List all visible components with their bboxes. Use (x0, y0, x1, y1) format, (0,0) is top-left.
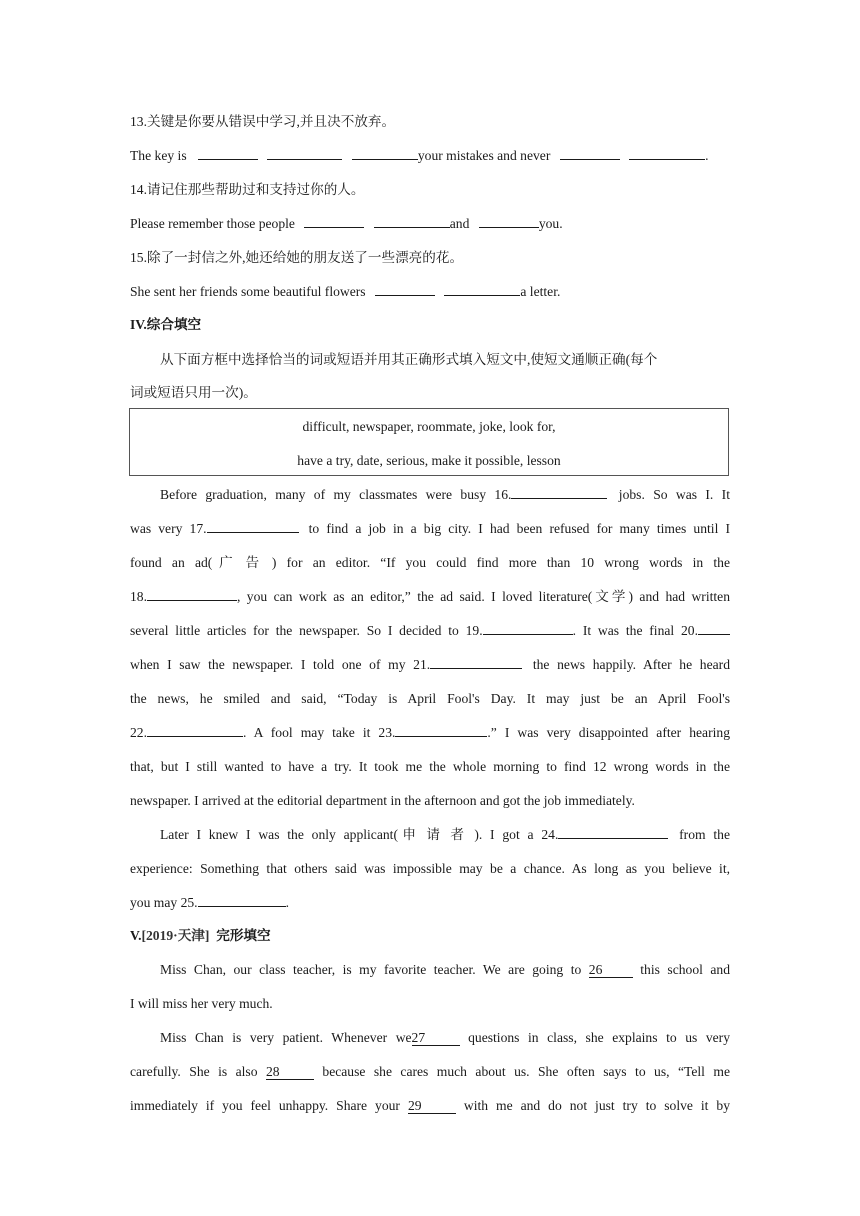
passage-text: jobs. So was I. It (618, 487, 730, 502)
q13-english (130, 147, 730, 165)
q15-text-a: She sent her friends some beautiful flowers (130, 284, 366, 299)
q14-chinese: 14.请记住那些帮助过和支持过你的人。 (130, 182, 365, 197)
passage-text: found an ad( (130, 555, 213, 570)
passage-text: ) for an editor. “If you could find more than 10 wrong words in the (271, 555, 730, 570)
passage-text: .” I was very disappointed after hearing (487, 725, 730, 740)
passage-text: with me and do not just try to solve it by (463, 1098, 731, 1113)
passage-line (130, 656, 730, 674)
passage-text: 广告 (212, 555, 272, 570)
q13-chinese: 13.关键是你要从错误中学习,并且决不放弃。 (130, 114, 396, 129)
blank[interactable] (304, 215, 364, 228)
q13-text-b: your mistakes and never (417, 148, 551, 163)
passage-text: you may 25. (130, 895, 198, 910)
q15-text-b: a letter. (520, 284, 561, 299)
blank-28[interactable]: 28 (266, 1065, 314, 1080)
blank-20[interactable] (698, 622, 730, 635)
passage-line (130, 520, 730, 538)
passage-text: . (285, 895, 289, 910)
blank-16[interactable] (511, 486, 607, 499)
passage-line (160, 1029, 730, 1047)
passage-text: 22. (130, 725, 147, 740)
section4-instruction-2: 词或短语只用一次)。 (130, 385, 257, 400)
passage-text: carefully. She is also (130, 1064, 258, 1079)
passage-line (160, 961, 730, 979)
passage-text: . It was the final 20. (572, 623, 698, 638)
passage-line: that, but I still wanted to have a try. It took me the whole morning to find 12 wrong words in the (130, 759, 730, 774)
q14-text-c: you. (538, 216, 563, 231)
passage-line: experience: Something that others said was impossible may be a chance. As long as you believe it, (130, 861, 730, 876)
blank[interactable] (198, 147, 258, 160)
passage-text: ). I got a 24. (474, 827, 559, 842)
passage-line (130, 588, 730, 606)
passage-line (130, 894, 730, 912)
passage-text: this school and (640, 962, 731, 977)
blank[interactable] (352, 147, 418, 160)
blank[interactable] (374, 215, 450, 228)
blank[interactable] (479, 215, 539, 228)
blank[interactable] (375, 283, 435, 296)
blank-27[interactable]: 27 (412, 1031, 460, 1046)
passage-line: newspaper. I arrived at the editorial department in the afternoon and got the job immediately. (130, 793, 635, 808)
q13-text-a: The key is (130, 148, 187, 163)
section5-source: [2019·天津] (141, 928, 210, 943)
passage-text: Before graduation, many of my classmates were busy 16. (160, 487, 512, 502)
passage-text: to find a job in a big city. I had been refused for many times until I (308, 521, 730, 536)
section4-heading: IV.综合填空 (130, 317, 202, 332)
word-box (129, 408, 729, 476)
q15-english (130, 283, 730, 301)
passage-line (130, 622, 730, 640)
section5-title: 完形填空 (216, 928, 271, 943)
passage-text: Later I knew I was the only applicant( (160, 827, 398, 842)
passage-text: because she cares much about us. She often says to us, “Tell me (322, 1064, 731, 1079)
passage-line (160, 826, 730, 844)
passage-line: I will miss her very much. (130, 996, 273, 1011)
passage-line (130, 724, 730, 742)
q14-english (130, 215, 730, 233)
blank[interactable] (444, 283, 520, 296)
blank-19[interactable] (483, 622, 573, 635)
passage-line (130, 554, 730, 572)
passage-line (130, 1063, 730, 1081)
passage-text: 申请者 (397, 827, 475, 842)
blank[interactable] (267, 147, 342, 160)
passage-text: questions in class, she explains to us very (468, 1030, 730, 1045)
passage-text: when I saw the newspaper. I told one of my 21. (130, 657, 431, 672)
q14-text-a: Please remember those people (130, 216, 295, 231)
passage-text: Miss Chan, our class teacher, is my favorite teacher. We are going to (160, 962, 582, 977)
blank[interactable] (560, 147, 620, 160)
blank-21[interactable] (430, 656, 522, 669)
q13-text-c: . (705, 148, 709, 163)
passage-text: Miss Chan is very patient. Whenever we (160, 1030, 412, 1045)
passage-text: , you can work as an editor,” the ad said. I loved literature(文学) and had written (237, 589, 730, 604)
blank-26[interactable]: 26 (589, 963, 633, 978)
section4-instruction-1: 从下面方框中选择恰当的词或短语并用其正确形式填入短文中,使短文通顺正确(每个 (160, 352, 658, 367)
passage-text: . A fool may take it 23. (243, 725, 396, 740)
blank-23[interactable] (395, 724, 487, 737)
blank-29[interactable]: 29 (408, 1099, 456, 1114)
blank-17[interactable] (207, 520, 299, 533)
q14-text-b: and (449, 216, 470, 231)
passage-text: was very 17. (130, 521, 207, 536)
word-box-line-2: have a try, date, serious, make it possible, lesson (297, 453, 561, 468)
blank-24[interactable] (558, 826, 668, 839)
passage-line (160, 486, 730, 504)
q15-chinese: 15.除了一封信之外,她还给她的朋友送了一些漂亮的花。 (130, 250, 464, 265)
passage-text: from the (679, 827, 730, 842)
blank-25[interactable] (198, 894, 286, 907)
blank[interactable] (629, 147, 705, 160)
section5-heading (130, 927, 730, 945)
passage-text: 18. (130, 589, 147, 604)
section5-number: V. (130, 928, 142, 943)
passage-text: several little articles for the newspaper. So I decided to 19. (130, 623, 483, 638)
blank-18[interactable] (147, 588, 237, 601)
passage-line: the news, he smiled and said, “Today is April Fool's Day. It may just be an April Fool's (130, 691, 730, 706)
blank-22[interactable] (147, 724, 243, 737)
passage-text: immediately if you feel unhappy. Share your (130, 1098, 400, 1113)
passage-line (130, 1097, 730, 1115)
passage-text: the news happily. After he heard (532, 657, 730, 672)
word-box-line-1: difficult, newspaper, roommate, joke, look for, (302, 419, 556, 434)
